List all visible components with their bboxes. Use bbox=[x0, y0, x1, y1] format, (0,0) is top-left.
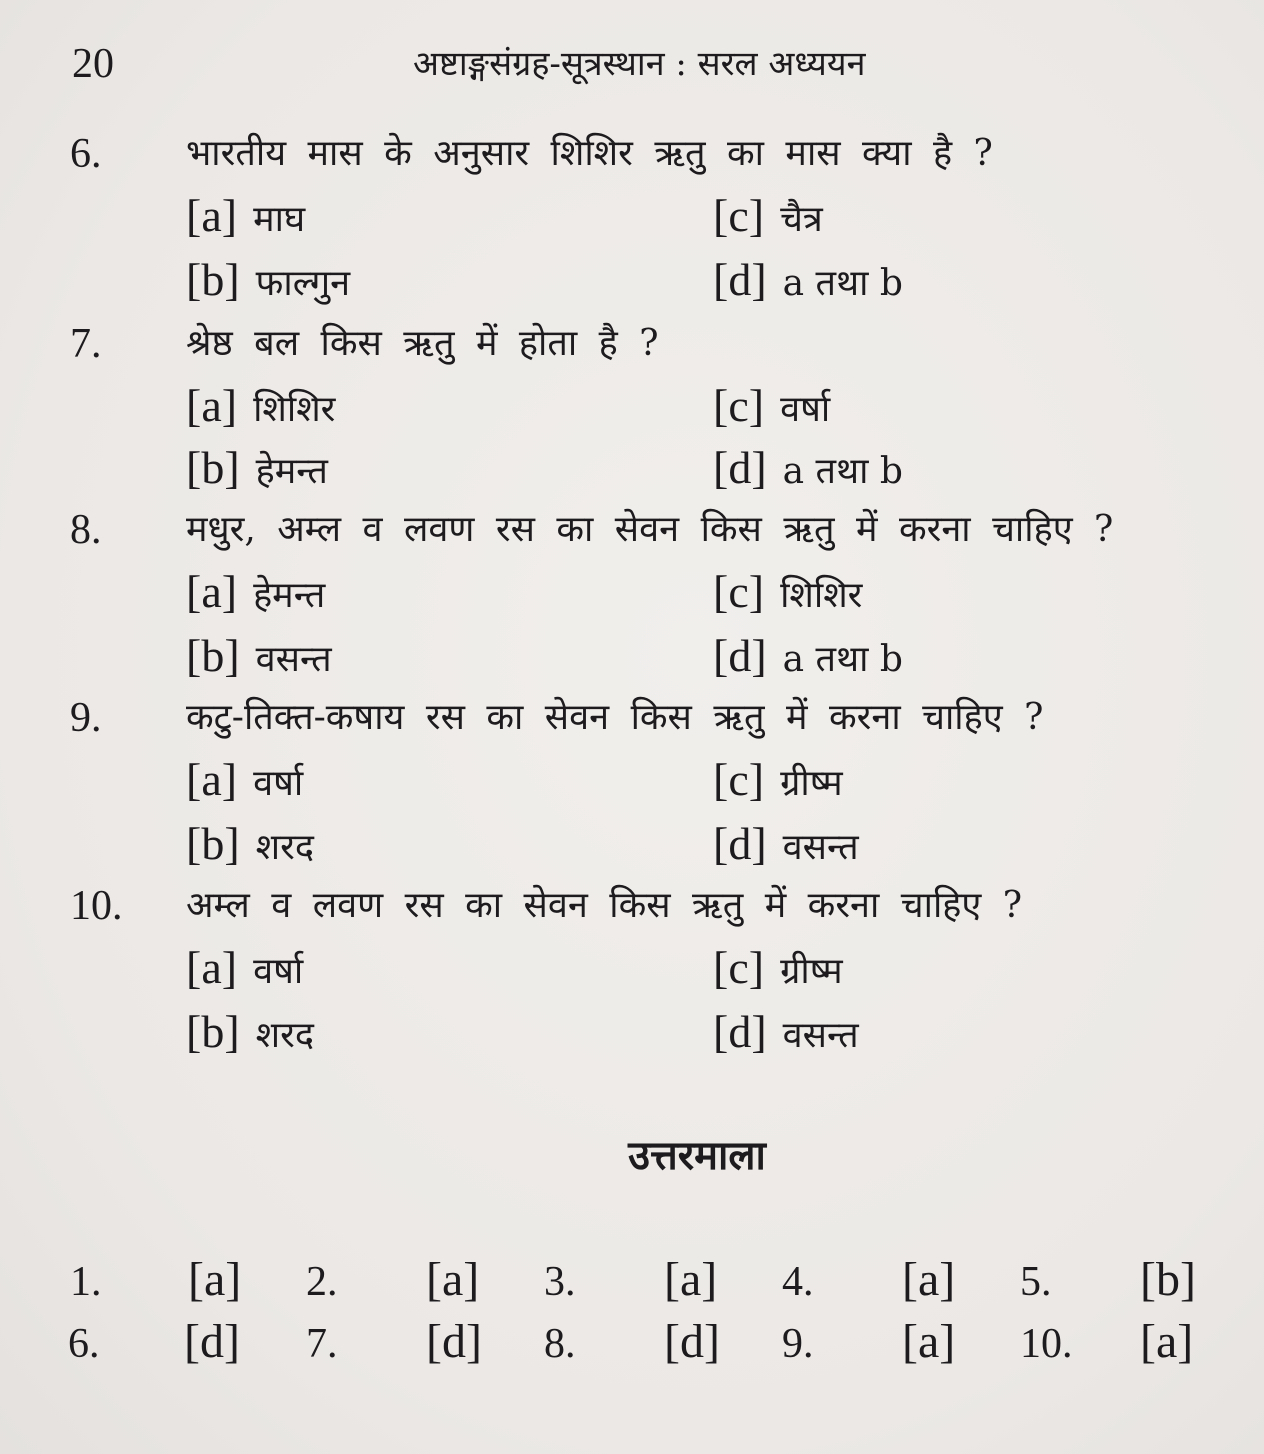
option-text: माघ bbox=[253, 199, 306, 240]
option-b bbox=[186, 442, 328, 498]
option-key: [a] bbox=[186, 754, 238, 805]
option-key: [b] bbox=[186, 442, 240, 493]
option-text: ग्रीष्म bbox=[780, 763, 843, 804]
option-b bbox=[186, 254, 350, 310]
option-key: [a] bbox=[186, 380, 238, 431]
page-number: 20 bbox=[72, 41, 114, 87]
option-key: [b] bbox=[186, 818, 240, 869]
option-key: [c] bbox=[713, 754, 765, 805]
answer-value: [d] bbox=[184, 1315, 240, 1368]
option-text: वर्षा bbox=[780, 389, 831, 430]
answer-value: [d] bbox=[426, 1315, 482, 1368]
option-a bbox=[186, 190, 305, 246]
option-text: शरद bbox=[255, 827, 314, 868]
option-d bbox=[713, 630, 903, 686]
option-key: [a] bbox=[186, 942, 238, 993]
option-key: [d] bbox=[713, 1006, 767, 1057]
option-key: [c] bbox=[713, 190, 765, 241]
option-text: शिशिर bbox=[780, 575, 863, 616]
question-number: 8. bbox=[70, 507, 102, 553]
option-text: शिशिर bbox=[253, 389, 336, 430]
option-text: हेमन्त bbox=[253, 575, 326, 616]
question-number: 9. bbox=[70, 695, 102, 741]
option-key: [a] bbox=[186, 566, 238, 617]
answer-value: [a] bbox=[426, 1253, 480, 1306]
answer-value: [a] bbox=[1140, 1315, 1194, 1368]
option-c bbox=[713, 190, 823, 246]
question-text: श्रेष्ठ बल किस ऋतु में होता है ? bbox=[186, 323, 659, 364]
answer-number: 5. bbox=[1020, 1259, 1052, 1305]
option-c bbox=[713, 942, 843, 998]
answer-number: 6. bbox=[68, 1321, 100, 1367]
answer-number: 1. bbox=[70, 1259, 102, 1305]
answer-value: [a] bbox=[188, 1253, 242, 1306]
option-text: फाल्गुन bbox=[255, 263, 351, 304]
answer-value: [a] bbox=[902, 1315, 956, 1368]
option-key: [b] bbox=[186, 254, 240, 305]
answer-value: [a] bbox=[664, 1253, 718, 1306]
answer-number: 2. bbox=[306, 1259, 338, 1305]
option-text: a तथा b bbox=[782, 639, 903, 680]
question-text: भारतीय मास के अनुसार शिशिर ऋतु का मास क्या है ? bbox=[186, 133, 993, 174]
option-b bbox=[186, 630, 332, 686]
answer-value: [a] bbox=[902, 1253, 956, 1306]
option-key: [c] bbox=[713, 942, 765, 993]
answer-key-heading: उत्तरमाला bbox=[628, 1132, 766, 1179]
option-key: [b] bbox=[186, 630, 240, 681]
option-text: वर्षा bbox=[253, 763, 304, 804]
option-a bbox=[186, 566, 325, 622]
option-b bbox=[186, 1006, 314, 1062]
option-key: [d] bbox=[713, 818, 767, 869]
option-text: a तथा b bbox=[782, 451, 903, 492]
option-c bbox=[713, 380, 830, 436]
question-text: मधुर, अम्ल व लवण रस का सेवन किस ऋतु में करना चाहिए ? bbox=[186, 509, 1114, 550]
running-title: अष्टाङ्गसंग्रह-सूत्रस्थान : सरल अध्ययन bbox=[413, 44, 866, 84]
answer-number: 3. bbox=[544, 1259, 576, 1305]
option-d bbox=[713, 442, 903, 498]
option-key: [b] bbox=[186, 1006, 240, 1057]
option-key: [d] bbox=[713, 442, 767, 493]
option-d bbox=[713, 818, 859, 874]
answer-number: 10. bbox=[1020, 1321, 1073, 1367]
question-number: 10. bbox=[70, 883, 123, 929]
option-key: [d] bbox=[713, 630, 767, 681]
option-a bbox=[186, 754, 303, 810]
option-d bbox=[713, 254, 903, 310]
answer-value: [d] bbox=[664, 1315, 720, 1368]
option-a bbox=[186, 942, 303, 998]
question-number: 6. bbox=[70, 131, 102, 177]
option-text: ग्रीष्म bbox=[780, 951, 843, 992]
option-a bbox=[186, 380, 335, 436]
option-text: वसन्त bbox=[782, 1015, 859, 1056]
option-d bbox=[713, 1006, 859, 1062]
option-text: वसन्त bbox=[782, 827, 859, 868]
answer-number: 7. bbox=[306, 1321, 338, 1367]
question-text: कटु-तिक्त-कषाय रस का सेवन किस ऋतु में करना चाहिए ? bbox=[186, 697, 1044, 738]
option-text: चैत्र bbox=[780, 199, 823, 240]
question-text: अम्ल व लवण रस का सेवन किस ऋतु में करना चाहिए ? bbox=[186, 885, 1023, 926]
option-text: वर्षा bbox=[253, 951, 304, 992]
option-c bbox=[713, 566, 862, 622]
option-c bbox=[713, 754, 843, 810]
answer-value: [b] bbox=[1140, 1253, 1196, 1306]
option-key: [a] bbox=[186, 190, 238, 241]
option-key: [c] bbox=[713, 380, 765, 431]
option-b bbox=[186, 818, 314, 874]
answer-number: 8. bbox=[544, 1321, 576, 1367]
answer-number: 9. bbox=[782, 1321, 814, 1367]
option-key: [c] bbox=[713, 566, 765, 617]
question-number: 7. bbox=[70, 321, 102, 367]
option-text: वसन्त bbox=[255, 639, 332, 680]
option-text: हेमन्त bbox=[255, 451, 328, 492]
option-text: a तथा b bbox=[782, 263, 903, 304]
option-key: [d] bbox=[713, 254, 767, 305]
option-text: शरद bbox=[255, 1015, 314, 1056]
answer-number: 4. bbox=[782, 1259, 814, 1305]
